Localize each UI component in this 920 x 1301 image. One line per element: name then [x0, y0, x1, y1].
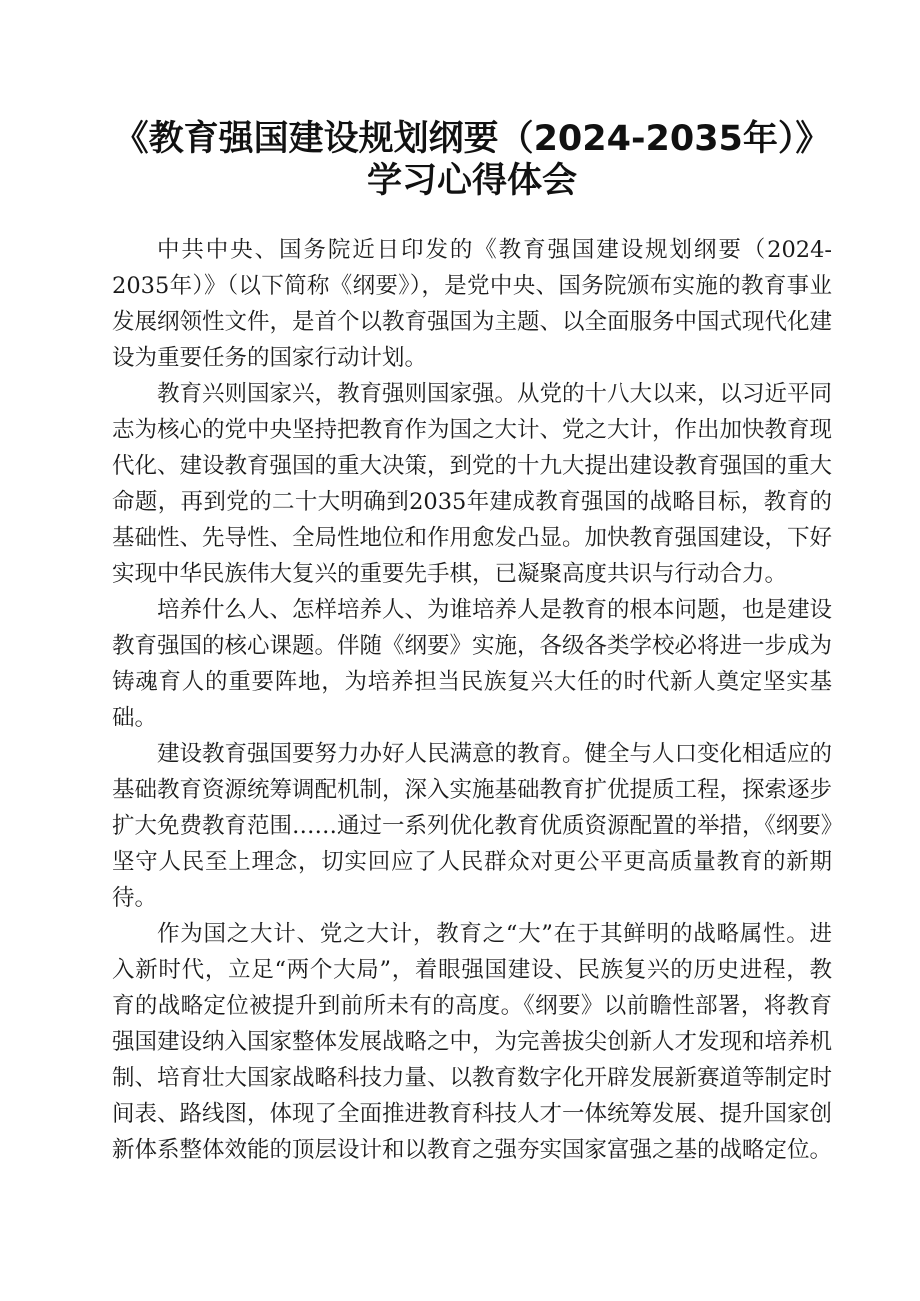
body-paragraph: 培养什么人、怎样培养人、为谁培养人是教育的根本问题，也是建设教育强国的核心课题。伴随《纲要》实施，各级各类学校必将进一步成为铸魂育人的重要阵地，为培养担当民族复兴大任的时代新人奠定坚实基础。 [112, 597, 833, 731]
body-paragraph: 建设教育强国要努力办好人民满意的教育。健全与人口变化相适应的基础教育资源统筹调配机制，深入实施基础教育扩优提质工程，探索逐步扩大免费教育范围……通过一系列优化教育优质资源配置的举措，《纲要》坚守人民至上理念，切实回应了人民群众对更公平更高质量教育的新期待。 [112, 741, 833, 911]
body-paragraph: 中共中央、国务院近日印发的《教育强国建设规划纲要（2024-2035年）》（以下简称《纲要》），是党中央、国务院颁布实施的教育事业发展纲领性文件，是首个以教育强国为主题、以全面服务中国式现代化建设为重要任务的国家行动计划。 [112, 237, 833, 371]
document-title: 《教育强国建设规划纲要（2024-2035年）》学习心得体会 [113, 119, 831, 201]
body-paragraph: 作为国之大计、党之大计，教育之“大”在于其鲜明的战略属性。进入新时代，立足“两个大局”，着眼强国建设、民族复兴的历史进程，教育的战略定位被提升到前所未有的高度。《纲要》以前瞻性部署，将教育强国建设纳入国家整体发展战略之中，为完善拔尖创新人才发现和培养机制、培育壮大国家战略科技力量、以教育数字化开辟发展新赛道等制定时间表、路线图，体现了全面推进教育科技人才一体统筹发展、提升国家创新体系整体效能的顶层设计和以教育之强夯实国家富强之基的战略定位。 [112, 921, 833, 1163]
document-body [112, 232, 832, 1168]
body-paragraph: 教育兴则国家兴，教育强则国家强。从党的十八大以来，以习近平同志为核心的党中央坚持把教育作为国之大计、党之大计，作出加快教育现代化、建设教育强国的重大决策，到党的十九大提出建设教育强国的重大命题，再到党的二十大明确到2035年建成教育强国的战略目标，教育的基础性、先导性、全局性地位和作用愈发凸显。加快教育强国建设，下好实现中华民族伟大复兴的重要先手棋，已凝聚高度共识与行动合力。 [112, 381, 833, 587]
